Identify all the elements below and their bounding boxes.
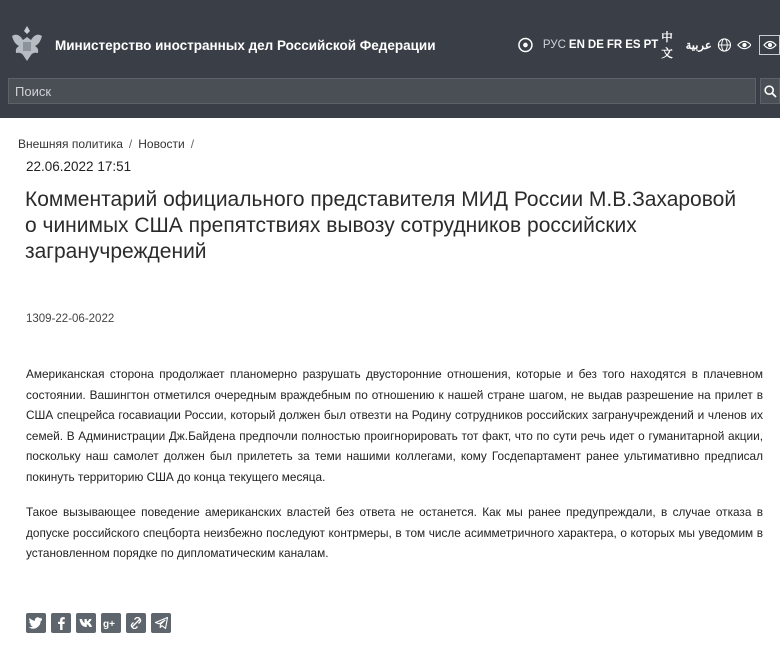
share-twitter-button[interactable] xyxy=(26,613,46,633)
globe-icon[interactable] xyxy=(717,37,732,53)
breadcrumb xyxy=(18,137,200,151)
lang-de[interactable]: DE xyxy=(587,39,604,51)
site-header xyxy=(0,0,780,118)
breadcrumb-separator: / xyxy=(128,137,133,151)
search-input[interactable] xyxy=(8,78,756,104)
telegram-icon xyxy=(155,617,168,629)
language-bar xyxy=(518,32,780,60)
vision-mode-icon xyxy=(763,39,777,51)
site-title[interactable]: Министерство иностранных дел Российской Федерации xyxy=(55,38,436,53)
search-icon xyxy=(764,85,777,98)
breadcrumb-item-foreign-policy[interactable]: Внешняя политика xyxy=(18,137,123,151)
search-bar xyxy=(8,78,780,104)
facebook-icon xyxy=(56,616,66,630)
google-plus-icon xyxy=(103,617,119,629)
lang-ar[interactable]: عربية xyxy=(685,40,712,52)
share-vk-button[interactable] xyxy=(76,613,96,633)
share-bar xyxy=(26,613,171,633)
lang-ru[interactable]: РУС xyxy=(542,39,566,51)
vk-icon xyxy=(79,618,94,628)
vision-mode-button[interactable] xyxy=(759,35,780,55)
share-telegram-button[interactable] xyxy=(151,613,171,633)
lang-zh[interactable]: 中文 xyxy=(661,32,673,60)
emblem-icon[interactable] xyxy=(8,22,46,66)
share-google-plus-button[interactable] xyxy=(101,613,121,633)
share-link-button[interactable] xyxy=(126,613,146,633)
accessibility-icon[interactable] xyxy=(518,37,533,53)
article-paragraph: Такое вызывающее поведение американских властей без ответа не останется. Как мы ранее предупреждали, в случае отказа в допуске российского спецборта неизбежно последуют контрмеры, в том числе асимметричного характера, о которых мы уведомим в установленном порядке по дипломатическим каналам. xyxy=(26,505,763,561)
lang-en[interactable]: EN xyxy=(568,39,585,51)
document-id: 1309-22-06-2022 xyxy=(26,313,115,325)
article-title: Комментарий официального представителя МИД России М.В.Захаровой о чинимых США препятствиях вывозу сотрудников российских загранучреждений xyxy=(25,188,737,263)
svg-text:g+: g+ xyxy=(103,619,115,629)
article-date: 22.06.2022 17:51 xyxy=(26,159,132,174)
link-icon xyxy=(130,617,142,629)
search-button[interactable] xyxy=(760,78,780,104)
breadcrumb-separator: / xyxy=(190,137,195,151)
twitter-icon xyxy=(29,617,43,629)
breadcrumb-item-news[interactable]: Новости xyxy=(138,137,185,151)
lang-es[interactable]: ES xyxy=(625,39,641,51)
lang-pt[interactable]: PT xyxy=(643,39,659,51)
article-paragraph: Американская сторона продолжает планомерно разрушать двусторонние отношения, которые и без того находятся в плачевном состоянии. Вашингтон отметился очередным враждебным по отношению к нашей стране шагом, не выдав разрешение на прилет в США спецрейса госавиации России, который должен был отвезти на Родину сотрудников российских загранучреждений и членов их семей. В Администрации Дж.Байдена предпочли полностью проигнорировать тот факт, что по сути речь идет о гуманитарной акции, поскольку наш самолет должен был прилететь за теми нашими коллегами, кому Госдепартамент ранее ультимативно предписал покинуть территорию США до конца текущего месяца. xyxy=(26,367,763,484)
eye-icon[interactable] xyxy=(737,37,752,53)
lang-fr[interactable]: FR xyxy=(606,39,623,51)
share-facebook-button[interactable] xyxy=(51,613,71,633)
